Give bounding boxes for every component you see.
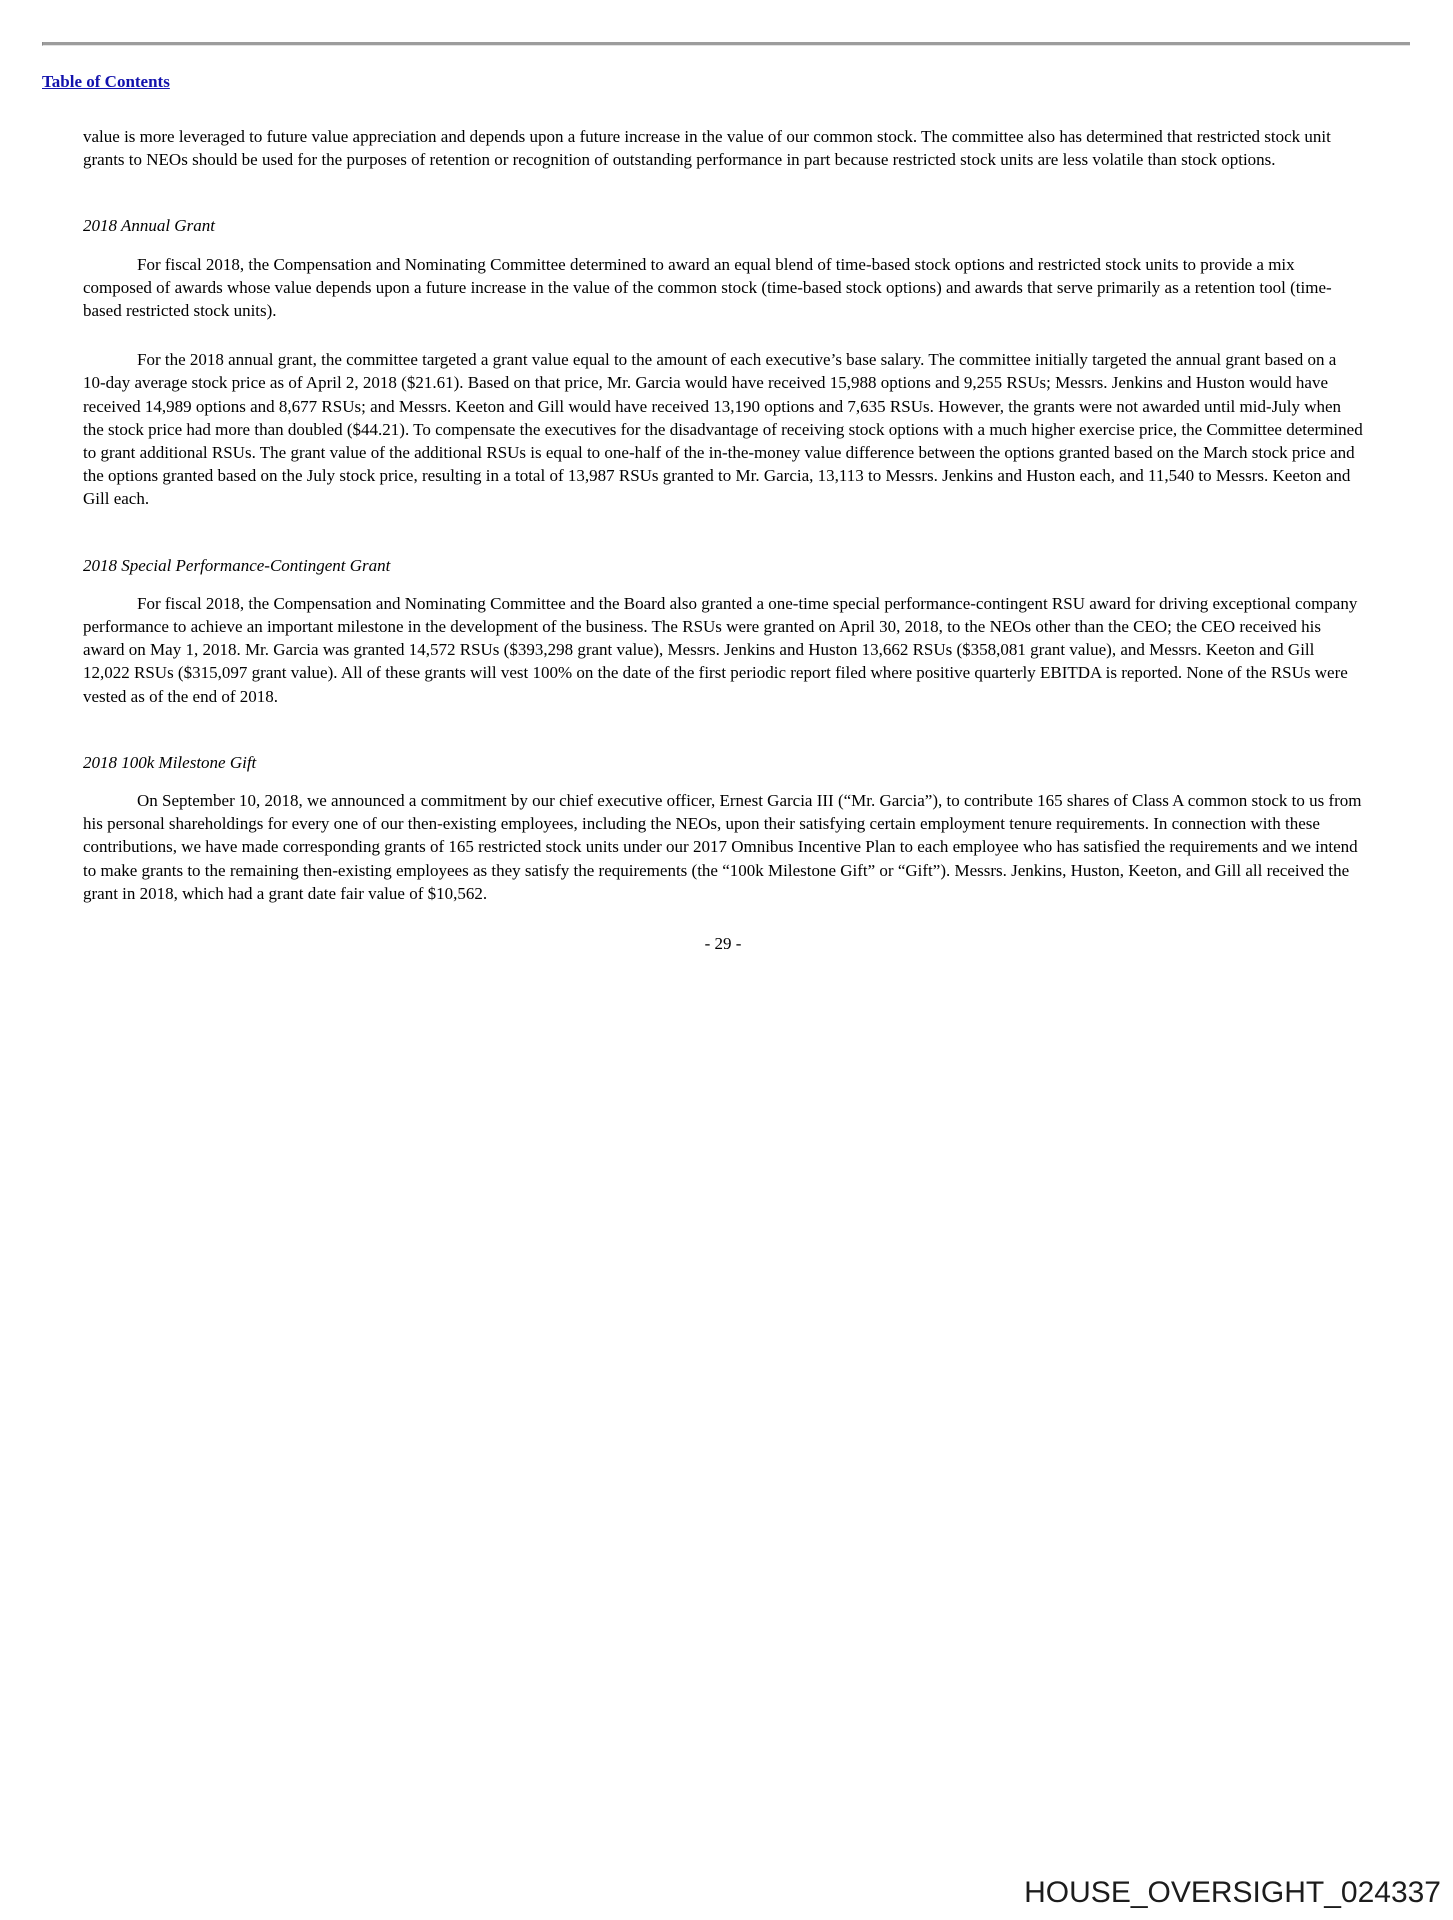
top-divider — [42, 42, 1410, 46]
paragraph: For the 2018 annual grant, the committee targeted a grant value equal to the amount of each executive’s base salary. The committee initially targeted the annual grant based on a 10-day average stock price as of April 2, 2018 ($21.61). Based on that price, Mr. Garcia would have received 15,988 options and 9,255 RSUs; Messrs. Jenkins and Huston would have received 14,989 options and 8,677 RSUs; and Messrs. Keeton and Gill would have received 13,190 options and 7,635 RSUs. However, the grants were not awarded until mid-July when the stock price had more than doubled ($44.21). To compensate the executives for the disadvantage of receiving stock options with a much higher exercise price, the Committee determined to grant additional RSUs. The grant value of the additional RSUs is equal to one-half of the in-the-money value difference between the options granted based on the March stock price and the options granted based on the July stock price, resulting in a total of 13,987 RSUs granted to Mr. Garcia, 13,113 to Messrs. Jenkins and Huston each, and 11,540 to Messrs. Keeton and Gill each. — [83, 350, 1363, 509]
document-body — [83, 125, 1363, 955]
paragraph: On September 10, 2018, we announced a commitment by our chief executive officer, Ernest Garcia III (“Mr. Garcia”), to contribute 165 shares of Class A common stock to us from his personal shareholdings for every one of our then-existing employees, including the NEOs, upon their satisfying certain employment tenure requirements. In connection with these contributions, we have made corresponding grants of 165 restricted stock units under our 2017 Omnibus Incentive Plan to each employee who has satisfied the requirements and we intend to make grants to the remaining then-existing employees as they satisfy the requirements (the “100k Milestone Gift” or “Gift”). Messrs. Jenkins, Huston, Keeton, and Gill all received the grant in 2018, which had a grant date fair value of $10,562. — [83, 791, 1362, 903]
paragraph: For fiscal 2018, the Compensation and Nominating Committee and the Board also granted a one-time special performance-contingent RSU award for driving exceptional company performance to achieve an important milestone in the development of the business. The RSUs were granted on April 30, 2018, to the NEOs other than the CEO; the CEO received his award on May 1, 2018. Mr. Garcia was granted 14,572 RSUs ($393,298 grant value), Messrs. Jenkins and Huston 13,662 RSUs ($358,081 grant value), and Messrs. Keeton and Gill 12,022 RSUs ($315,097 grant value). All of these grants will vest 100% on the date of the first periodic report filed where positive quarterly EBITDA is reported. None of the RSUs were vested as of the end of 2018. — [83, 593, 1358, 706]
table-of-contents-link[interactable]: Table of Contents — [42, 72, 170, 91]
paragraph-intro: value is more leveraged to future value appreciation and depends upon a future increase in the value of our common stock. The committee also has determined that restricted stock unit grants to NEOs should be used for the purposes of retention or recognition of outstanding performance in part because restricted stock units are less volatile than stock options. — [83, 127, 1331, 170]
page-number: - 29 - — [704, 934, 742, 954]
bates-stamp: HOUSE_OVERSIGHT_024337 — [1024, 1876, 1441, 1909]
section-heading-annual-grant: 2018 Annual Grant — [83, 216, 215, 236]
section-heading-performance-contingent-grant: 2018 Special Performance-Contingent Grant — [83, 555, 391, 575]
section-heading-100k-milestone-gift: 2018 100k Milestone Gift — [83, 752, 257, 772]
paragraph: For fiscal 2018, the Compensation and Nominating Committee determined to award an equal blend of time-based stock options and restricted stock units to provide a mix composed of awards whose value depends upon a future increase in the value of the common stock (time-based stock options) and awards that serve primarily as a retention tool (time-based restricted stock units). — [83, 254, 1332, 321]
